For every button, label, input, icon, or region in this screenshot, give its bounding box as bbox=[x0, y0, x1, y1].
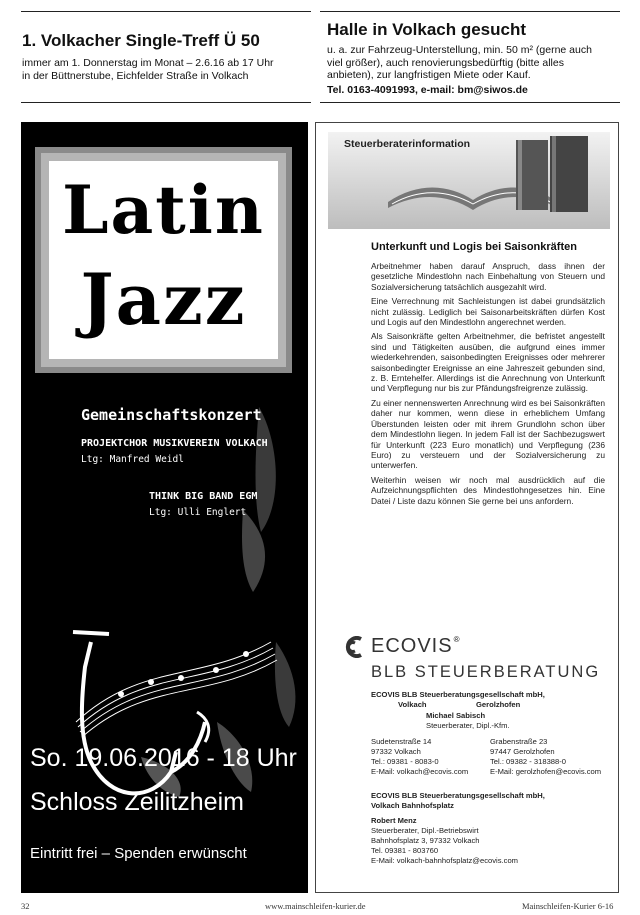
ad-single-line2: in der Büttnerstube, Eichfelder Straße in Volkach bbox=[22, 69, 249, 82]
tax-advisor-ad bbox=[315, 122, 619, 893]
person2-name-text: Robert Menz bbox=[371, 816, 417, 825]
person2-phone: Tel. 09381 - 803760 bbox=[371, 846, 439, 855]
address-gerolzhofen-street: Grabenstraße 23 bbox=[490, 737, 548, 746]
tax-paragraph-3: Als Saisonkräfte gelten Arbeitnehmer, die befristet angestellt sind und Tätigkeiten ausüben, die aufgrund eines immer wiederkehrenden, saisonbedingten Ereignisses oder mehrerer saisonbedingter Ereignisse an eine Jahreszeit gebunden sind, z. B. Erntehelfer. Allerdings ist die Anrechnung von Unterkunft und Verpflegung nur bis zur Pfändungsfreigrenze zulässig. bbox=[371, 331, 605, 394]
person2-address: Bahnhofsplatz 3, 97332 Volkach bbox=[371, 836, 480, 845]
person1-title: Steuerberater, Dipl.-Kfm. bbox=[426, 721, 510, 730]
ad-single-text bbox=[22, 57, 312, 82]
footer-url[interactable]: www.mainschleifen-kurier.de bbox=[265, 901, 366, 911]
poster-venue: Schloss Zeilitzheim bbox=[30, 788, 244, 816]
ad-halle-line3: anbieten), zur langfristigen Miete oder Kauf. bbox=[327, 69, 531, 81]
address-gerolzhofen-phone: Tel.: 09382 - 318388-0 bbox=[490, 757, 566, 766]
firm1-loc2 bbox=[476, 700, 520, 710]
poster-entry: Eintritt frei – Spenden erwünscht bbox=[30, 845, 247, 862]
poster-group1: PROJEKTCHOR MUSIKVEREIN VOLKACH bbox=[81, 438, 268, 449]
ad-halle-line2: viel größer), auch renovierungsbedürftig (bitte alles bbox=[327, 56, 564, 69]
poster-date: So. 19.06.2016 - 18 Uhr bbox=[30, 744, 297, 772]
tax-paragraph-2: Eine Verrechnung mit Sachleistungen ist dabei grundsätzlich nicht zulässig. Lediglich bei Saisonarbeitskräften dürfen Kost und Logis auf den Mindestlohn angerechnet werden. bbox=[371, 296, 605, 328]
firm1-name-text: ECOVIS BLB Steuerberatungsgesellschaft mbH, bbox=[371, 690, 545, 699]
tax-paragraph-4: Zu einer nennenswerten Anrechnung wird es bei Saisonkräften daher nur kommen, wenn diese in erheblichem Umfang Überstunden leisten oder mit ihrem Grundlohn schon über dem Mindestlohn liegen. In jedem Fall ist der Sachbezugswert für Unterkunft (223 Euro monatlich) und Verpflegung (236 Euro) zu versteuern und der Sozialversicherung zu unterwerfen. bbox=[371, 397, 605, 471]
firm2-line2 bbox=[371, 801, 545, 811]
ad-single-line1: immer am 1. Donnerstag im Monat – 2.6.16 ab 17 Uhr bbox=[22, 57, 274, 69]
ecovis-logo bbox=[341, 635, 459, 658]
ad-single-treff bbox=[22, 31, 312, 82]
tax-heading: Unterkunft und Logis bei Saisonkräften bbox=[371, 241, 577, 253]
latin-jazz-poster bbox=[21, 122, 308, 893]
firm2-line1-text: ECOVIS BLB Steuerberatungsgesellschaft mbH, bbox=[371, 791, 545, 800]
firm1-loc1-text: Volkach bbox=[398, 700, 427, 709]
address-volkach-city: 97332 Volkach bbox=[371, 747, 421, 756]
address-volkach-street: Sudetenstraße 14 bbox=[371, 737, 432, 746]
ad-halle-title: Halle in Volkach gesucht bbox=[327, 20, 527, 39]
ecovis-logo-word: ECOVIS bbox=[371, 635, 453, 657]
tax-banner-title: Steuerberaterinformation bbox=[344, 138, 471, 150]
footer-issue: Mainschleifen-Kurier 6-16 bbox=[522, 901, 614, 911]
address-volkach bbox=[371, 737, 468, 777]
address-volkach-phone: Tel.: 09381 - 8083-0 bbox=[371, 757, 439, 766]
poster-leader1: Ltg: Manfred Weidl bbox=[81, 454, 184, 465]
person2-title: Steuerberater, Dipl.-Betriebswirt bbox=[371, 826, 479, 835]
ad-halle-text bbox=[327, 44, 623, 82]
poster-group2: THINK BIG BAND EGM bbox=[149, 491, 258, 502]
tax-banner bbox=[328, 132, 610, 229]
person2-name bbox=[371, 816, 545, 826]
poster-word-jazz: Jazz bbox=[80, 258, 247, 341]
tax-body bbox=[371, 261, 605, 510]
address-volkach-email[interactable]: E-Mail: volkach@ecovis.com bbox=[371, 767, 469, 776]
firm2-block bbox=[371, 791, 545, 866]
firm1-loc2-text: Gerolzhofen bbox=[476, 700, 521, 709]
person1-name bbox=[426, 711, 485, 721]
firm1-loc1 bbox=[398, 700, 427, 710]
footer-page-number: 32 bbox=[21, 901, 30, 911]
ecovis-logo-icon bbox=[341, 636, 367, 658]
person2-email[interactable]: E-Mail: volkach-bahnhofsplatz@ecovis.com bbox=[371, 856, 518, 865]
person1-name-text: Michael Sabisch bbox=[426, 711, 486, 720]
firm2-line2-text: Volkach Bahnhofsplatz bbox=[371, 801, 454, 810]
ad-single-title: 1. Volkacher Single-Treff Ü 50 bbox=[22, 31, 260, 50]
ad-halle-contact: Tel. 0163-4091993, e-mail: bm@siwos.de bbox=[327, 83, 528, 96]
blb-steuerberatung: BLB STEUERBERATUNG bbox=[371, 663, 601, 681]
ad-halle-line1: u. a. zur Fahrzeug-Unterstellung, min. 50 m² (gerne auch bbox=[327, 44, 592, 56]
mid-rule-right bbox=[320, 102, 620, 103]
poster-subtitle: Gemeinschaftskonzert bbox=[81, 406, 262, 424]
poster-leader2: Ltg: Ulli Englert bbox=[149, 507, 247, 518]
firm1-name bbox=[371, 690, 545, 700]
address-gerolzhofen-email[interactable]: E-Mail: gerolzhofen@ecovis.com bbox=[490, 767, 602, 776]
address-gerolzhofen-city: 97447 Gerolzhofen bbox=[490, 747, 555, 756]
ad-halle bbox=[327, 20, 623, 96]
address-gerolzhofen bbox=[490, 737, 601, 777]
ecovis-registered-mark: ® bbox=[453, 635, 460, 644]
poster-word-latin: Latin bbox=[62, 171, 265, 249]
top-rule-right bbox=[320, 11, 620, 12]
tax-paragraph-1: Arbeitnehmer haben darauf Anspruch, dass ihnen der gesetzliche Mindestlohn nach Einbehaltung von Steuern und Sozialversicherung tatsächlich ausgezahlt wird. bbox=[371, 261, 605, 292]
tax-paragraph-5: Weiterhin weisen wir noch mal ausdrücklich auf die Aufzeichnungspflichten des Mindestlohngesetzes hin. Eine Datei / Liste dazu können Sie gerne bei uns anfordern. bbox=[371, 474, 605, 506]
mid-rule-left bbox=[21, 102, 311, 103]
books-illustration bbox=[328, 132, 610, 229]
firm2-line1 bbox=[371, 791, 545, 801]
top-rule-left bbox=[21, 11, 311, 12]
